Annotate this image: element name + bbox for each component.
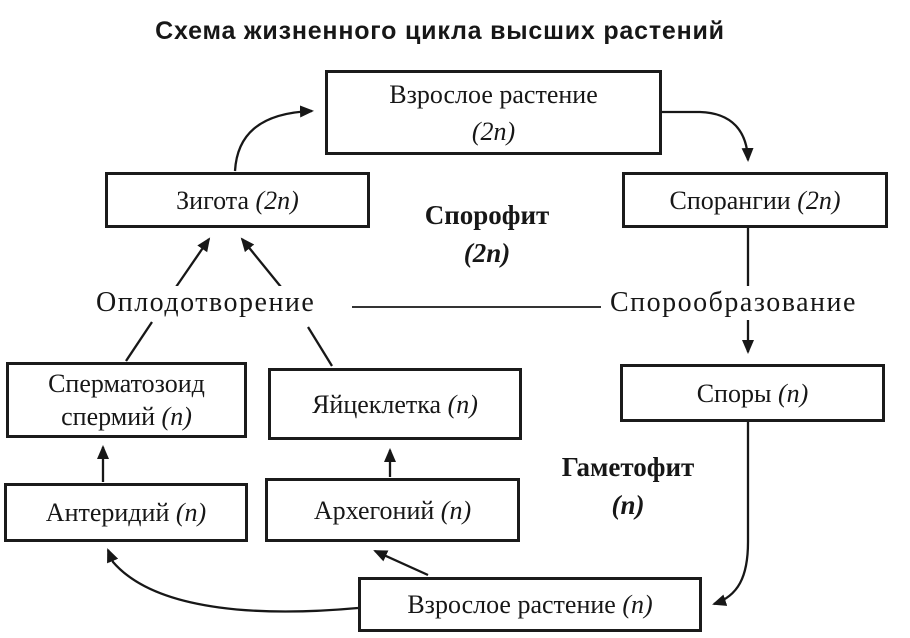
- node-ploidy: (n): [161, 402, 192, 431]
- label-gametophyte: [538, 448, 718, 524]
- arrow-adult-plant-n-to-antheridium: [108, 550, 358, 612]
- node-label: Архегоний: [313, 495, 435, 525]
- node-ploidy: (2n): [797, 185, 841, 215]
- node-label: Споры: [696, 378, 772, 408]
- phase-ploidy: (n): [611, 490, 645, 520]
- node-egg: [268, 368, 522, 440]
- node-label: Взрослое растение: [389, 79, 598, 109]
- node-label: Яйцеклетка: [312, 389, 442, 419]
- arrow-adult-plant-n-to-archegonium: [375, 551, 428, 575]
- node-antheridium: [4, 483, 248, 542]
- arrow-fertilization-to-zygote-right: [242, 239, 281, 287]
- phase-name: Гаметофит: [561, 452, 695, 482]
- node-label: Спорангии: [669, 185, 791, 215]
- node-ploidy: (n): [447, 389, 478, 419]
- node-zygote: [105, 172, 370, 228]
- label-fertilization: Оплодотворение: [96, 287, 316, 318]
- node-sperm: [6, 362, 247, 438]
- node-spores: [620, 364, 885, 422]
- phase-ploidy: (2n): [463, 238, 511, 268]
- node-label: Зигота: [176, 185, 249, 215]
- node-ploidy: (2n): [471, 116, 516, 146]
- line-sperm-to-fertilization: [126, 322, 152, 361]
- node-label: Взрослое растение: [407, 590, 616, 619]
- node-adult-plant-2n: [325, 70, 662, 155]
- node-ploidy: (n): [777, 378, 809, 408]
- arrow-fertilization-to-zygote-left: [176, 239, 209, 287]
- node-ploidy: (n): [175, 498, 207, 527]
- arrow-adult-plant-to-sporangia: [662, 112, 748, 160]
- node-ploidy: (n): [622, 590, 653, 619]
- line-egg-to-fertilization: [308, 327, 332, 366]
- node-adult-plant-n: [358, 577, 702, 632]
- diagram-title: Схема жизненного цикла высших растений: [155, 17, 725, 45]
- node-label: Сперматозоид: [48, 369, 205, 398]
- node-ploidy: (2n): [255, 185, 299, 215]
- phase-name: Спорофит: [424, 200, 550, 230]
- arrow-zygote-to-adult-plant: [235, 111, 312, 171]
- node-label: Антеридий: [45, 498, 170, 527]
- label-sporulation: Спорообразование: [610, 287, 857, 318]
- node-label-line2: спермий: [61, 402, 156, 431]
- label-sporophyte: [392, 196, 582, 272]
- node-ploidy: (n): [440, 495, 472, 525]
- arrow-spores-to-adult-plant-n: [714, 422, 748, 604]
- node-sporangia: [622, 172, 888, 228]
- node-archegonium: [265, 478, 520, 542]
